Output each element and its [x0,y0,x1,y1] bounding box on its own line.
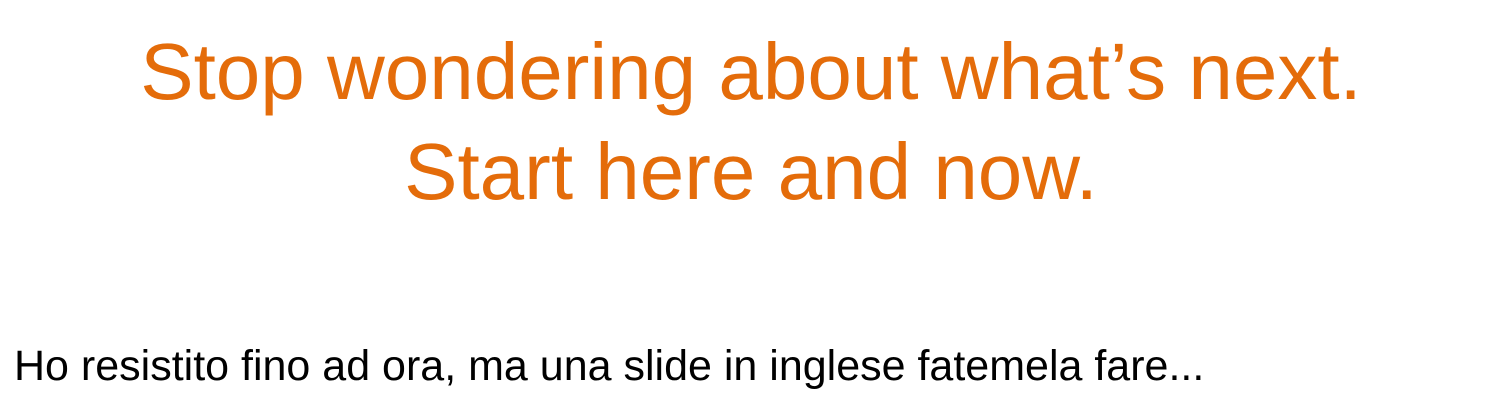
subtitle-text: Ho resistito fino ad ora, ma una slide in inglese fatemela fare... [14,342,1205,390]
headline [0,22,1502,222]
headline-line-2: Start here and now. [404,127,1098,216]
headline-line-1: Stop wondering about what’s next. [140,27,1362,116]
